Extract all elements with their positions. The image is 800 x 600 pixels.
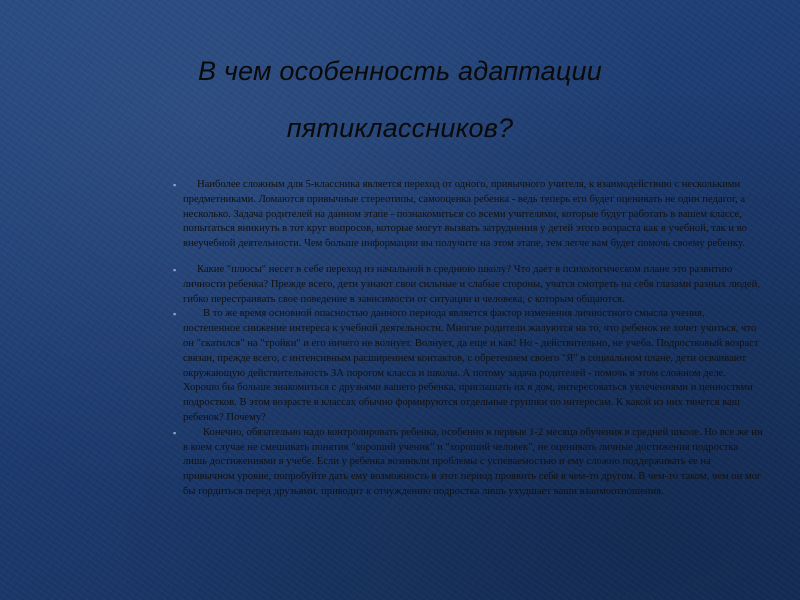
square-bullet-icon bbox=[173, 426, 176, 441]
slide-title-line-2: пятиклассников? bbox=[286, 113, 514, 143]
square-bullet-icon bbox=[173, 263, 176, 278]
bullet-item-3 bbox=[183, 307, 763, 425]
slide-title-line-1: В чем особенность адаптации bbox=[198, 56, 602, 86]
square-bullet-icon bbox=[173, 178, 176, 193]
bullet-text: Наиболее сложным для 5-классника является переход от одного, привычного учителя, к взаимодействию с несколькими предметниками. Ломаются привычные стереотипы, самооценка ребенка - ведь теперь его будет оценивать не один педагог, а несколько. Задача родителей на данном этапе - познакомиться со всеми учителями, которые будут работать в вашем классе, попытаться вникнуть в тот круг вопросов, которые могут вызвать затруднения у детей этого возраста как в учебной, так и во внеучебной деятельности. Чем больше информации вы получите на этом этапе, тем легче вам будет помочь своему ребенку. bbox=[183, 179, 747, 250]
bullet-item-4 bbox=[183, 426, 763, 500]
slide-title bbox=[0, 43, 800, 157]
bullet-text: Конечно, обязательно надо контролировать ребенка, особенно в первые 1-2 месяца обучения в средней школе. Но все же ни в коем случае не смешивать понятия "хороший ученик" и "хороший человек", не оценивать личные достижения подростка лишь достижениями в учебе. Если у ребенка возникли проблемы с успеваемостью и ему сложно поддерживать ее на привычном уровне, попробуйте дать ему возможность в этот период проявить себя в чем-то другом. В чем-то таком, чем он мог бы гордиться перед друзьями. приводит к отчуждению подростка лишь ухудшает ваши взаимоотношения. bbox=[183, 426, 763, 497]
square-bullet-icon bbox=[173, 307, 176, 322]
bullet-text: В то же время основной опасностью данного периода является фактор изменения личностного смысла учения, постепенное снижение интереса к учебной деятельности. Многие родители жалуются на то, что ребенок не хочет учиться, что он "скатился" на "тройки" и его ничего не волнует. Волнует, да еще и как! Но - действительно, не учеба. Подростковый возраст связан, прежде всего, с интенсивным расширением контактов, с обретением своего "Я" в социальном плане, дети осваивают окружающую действительность ЗА порогом класса и школы. А потому задача родителей - помочь в этом сложном деле. Хорошо бы больше знакомиться с друзьями вашего ребенка, приглашать их в дом, интересоваться увлечениями и ценностями подростков. В этом возрасте в классах обычно формируются отдельные группки по интересам. К какой из них тянется ваш ребенок? Почему? bbox=[183, 308, 759, 423]
bullet-item-1 bbox=[183, 178, 763, 252]
bullet-list bbox=[183, 178, 763, 500]
bullet-text: Какие "плюсы" несет в себе переход из начальной в среднюю школу? Что дает в психологическом плане это развитию личности ребенка? Прежде всего, дети узнают свои сильные и слабые стороны, учатся смотреть на себя глазами разных людей, гибко перестраивать свое поведение в зависимости от ситуации и человека, с которым общаются. bbox=[183, 263, 760, 305]
bullet-item-2 bbox=[183, 263, 763, 307]
